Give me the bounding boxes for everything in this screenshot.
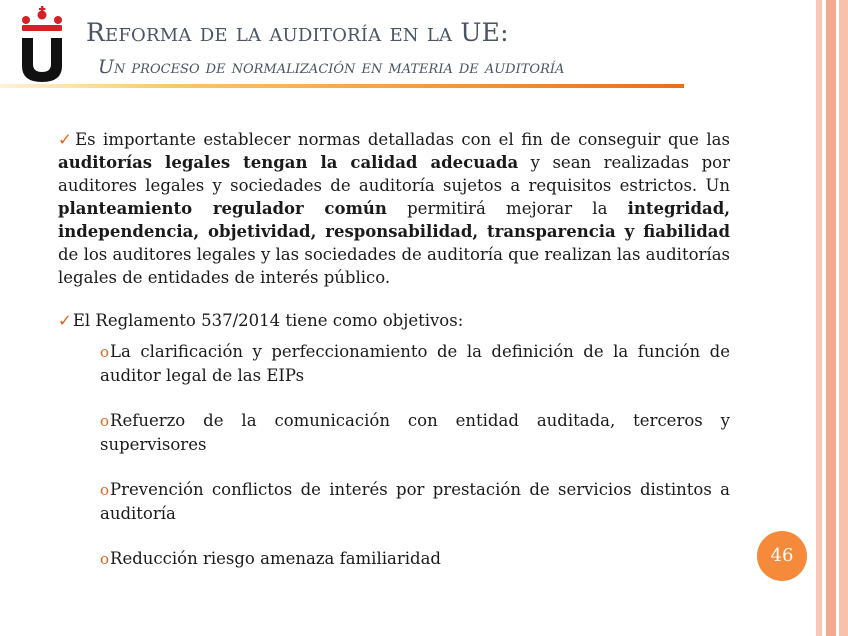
decorative-stripe <box>839 0 848 636</box>
circle-bullet-icon: o <box>100 412 110 430</box>
slide-content <box>58 128 730 593</box>
intro-paragraph: ✓Es importante establecer normas detalladas con el fin de conseguir que las auditorías legales tengan la calidad adecuada y sean realizadas por auditores legales y sociedades de auditoría sujetos a requisitos estrictos. Un planteamiento regulador común permitirá mejorar la integridad, independencia, objetividad, responsabilidad, transparencia y fiabilidad de los auditores legales y las sociedades de auditoría que realizan las auditorías legales de entidades de interés público. <box>58 130 731 287</box>
university-logo-icon <box>18 6 68 82</box>
list-item: oReducción riesgo amenaza familiaridad <box>100 549 441 568</box>
list-item: oRefuerzo de la comunicación con entidad auditada, terceros y supervisores <box>100 411 730 454</box>
page-title: Reforma de la auditoría en la UE: <box>86 18 509 47</box>
checkmark-icon: ✓ <box>58 130 75 149</box>
checkmark-icon: ✓ <box>58 311 72 330</box>
circle-bullet-icon: o <box>100 481 110 499</box>
page-number-badge: 46 <box>757 531 807 581</box>
circle-bullet-icon: o <box>100 550 110 568</box>
decorative-stripe <box>826 0 836 636</box>
page-subtitle: Un proceso de normalización en materia de auditoría <box>98 56 565 78</box>
list-item: oLa clarificación y perfeccionamiento de la definición de la función de auditor legal de las EIPs <box>100 342 730 385</box>
title-divider <box>0 84 684 88</box>
circle-bullet-icon: o <box>100 343 110 361</box>
list-item: oPrevención conflictos de interés por prestación de servicios distintos a auditoría <box>100 480 730 523</box>
objectives-lead: ✓El Reglamento 537/2014 tiene como objetivos: <box>58 311 464 330</box>
objectives-list <box>100 340 730 571</box>
